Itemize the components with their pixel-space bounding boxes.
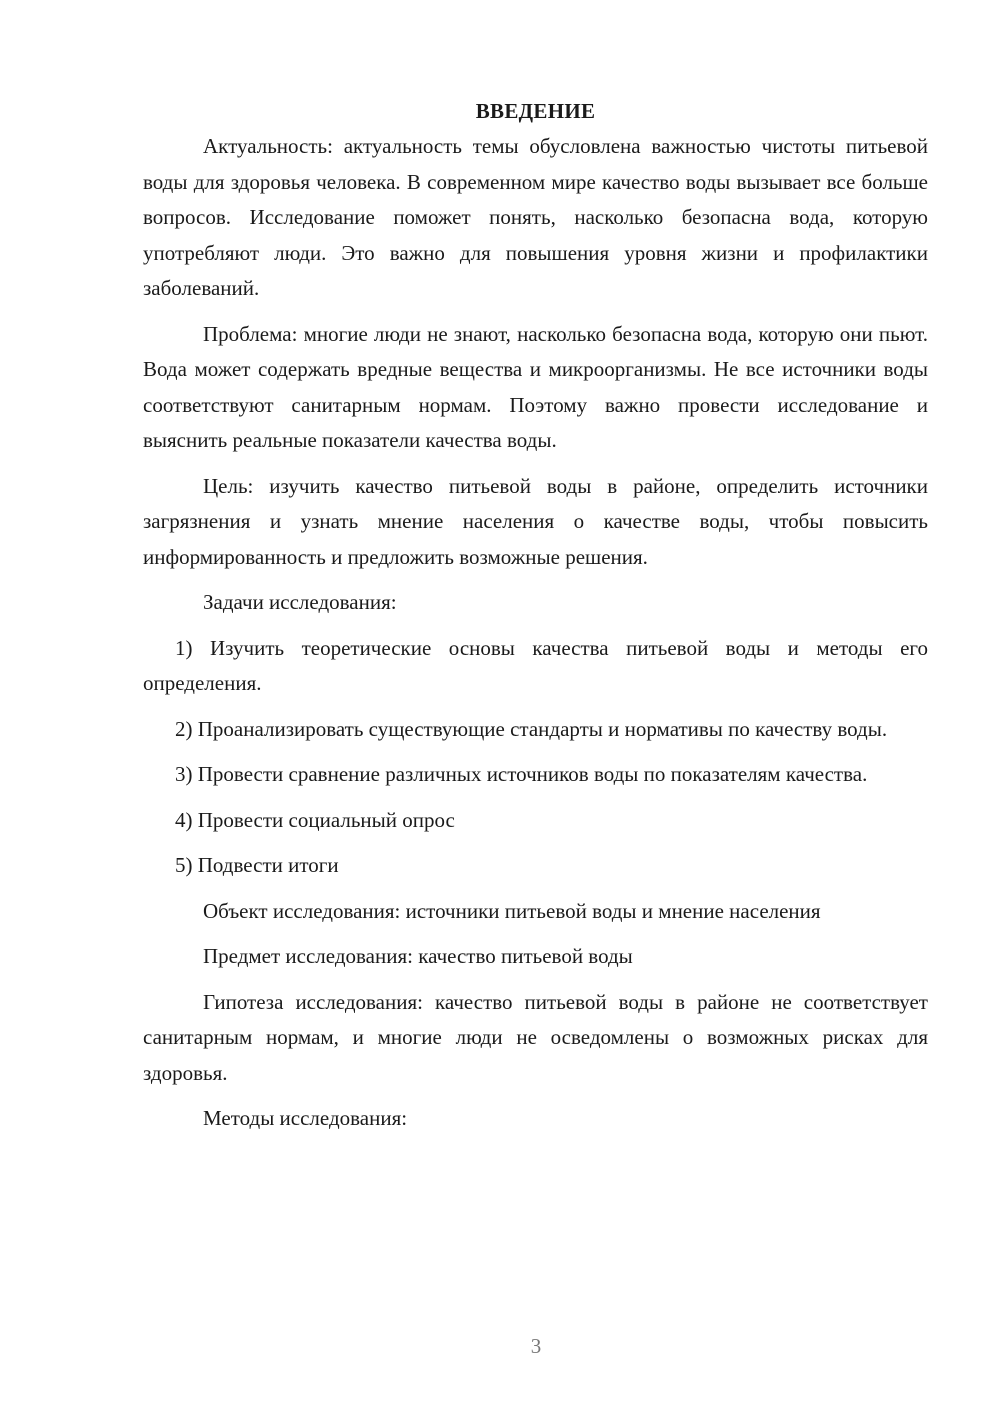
section-title: ВВЕДЕНИЕ (475, 99, 596, 123)
subject-paragraph: Предмет исследования: качество питьевой воды (203, 944, 633, 968)
task-item: 2) Проанализировать существующие стандарты и нормативы по качеству воды. (175, 716, 888, 741)
hypothesis-paragraph: Гипотеза исследования: качество питьевой воды в районе не соответствует санитарным нормам, и многие люди не осведомлены о возможных рисках для здоровья. (143, 989, 928, 1085)
page-number: 3 (530, 1334, 542, 1358)
goal-paragraph: Цель: изучить качество питьевой воды в районе, определить источники загрязнения и узнать мнение населения о качестве воды, чтобы повысить информированность и предложить возможные решения. (143, 473, 928, 569)
relevance-paragraph: Актуальность: актуальность темы обусловлена важностью чистоты питьевой воды для здоровья человека. В современном мире качество воды вызывает все больше вопросов. Исследование поможет понять, насколько безопасна вода, которую употребляют люди. Это важно для повышения уровня жизни и профилактики заболеваний. (143, 134, 928, 300)
task-item: 3) Провести сравнение различных источников воды по показателям качества. (175, 762, 868, 786)
task-item: 5) Подвести итоги (175, 853, 339, 877)
object-paragraph: Объект исследования: источники питьевой воды и мнение населения (203, 898, 821, 923)
task-item: 1) Изучить теоретические основы качества питьевой воды и методы его определения. (143, 635, 928, 695)
methods-heading: Методы исследования: (203, 1106, 408, 1130)
task-item: 4) Провести социальный опрос (175, 807, 455, 832)
tasks-heading: Задачи исследования: (203, 590, 397, 614)
page-content (143, 95, 928, 1147)
problem-paragraph: Проблема: многие люди не знают, насколько безопасна вода, которую они пьют. Вода может содержать вредные вещества и микроорганизмы. Не все источники воды соответствуют санитарным нормам. Поэтому важно провести исследование и выяснить реальные показатели качества воды. (143, 321, 928, 452)
